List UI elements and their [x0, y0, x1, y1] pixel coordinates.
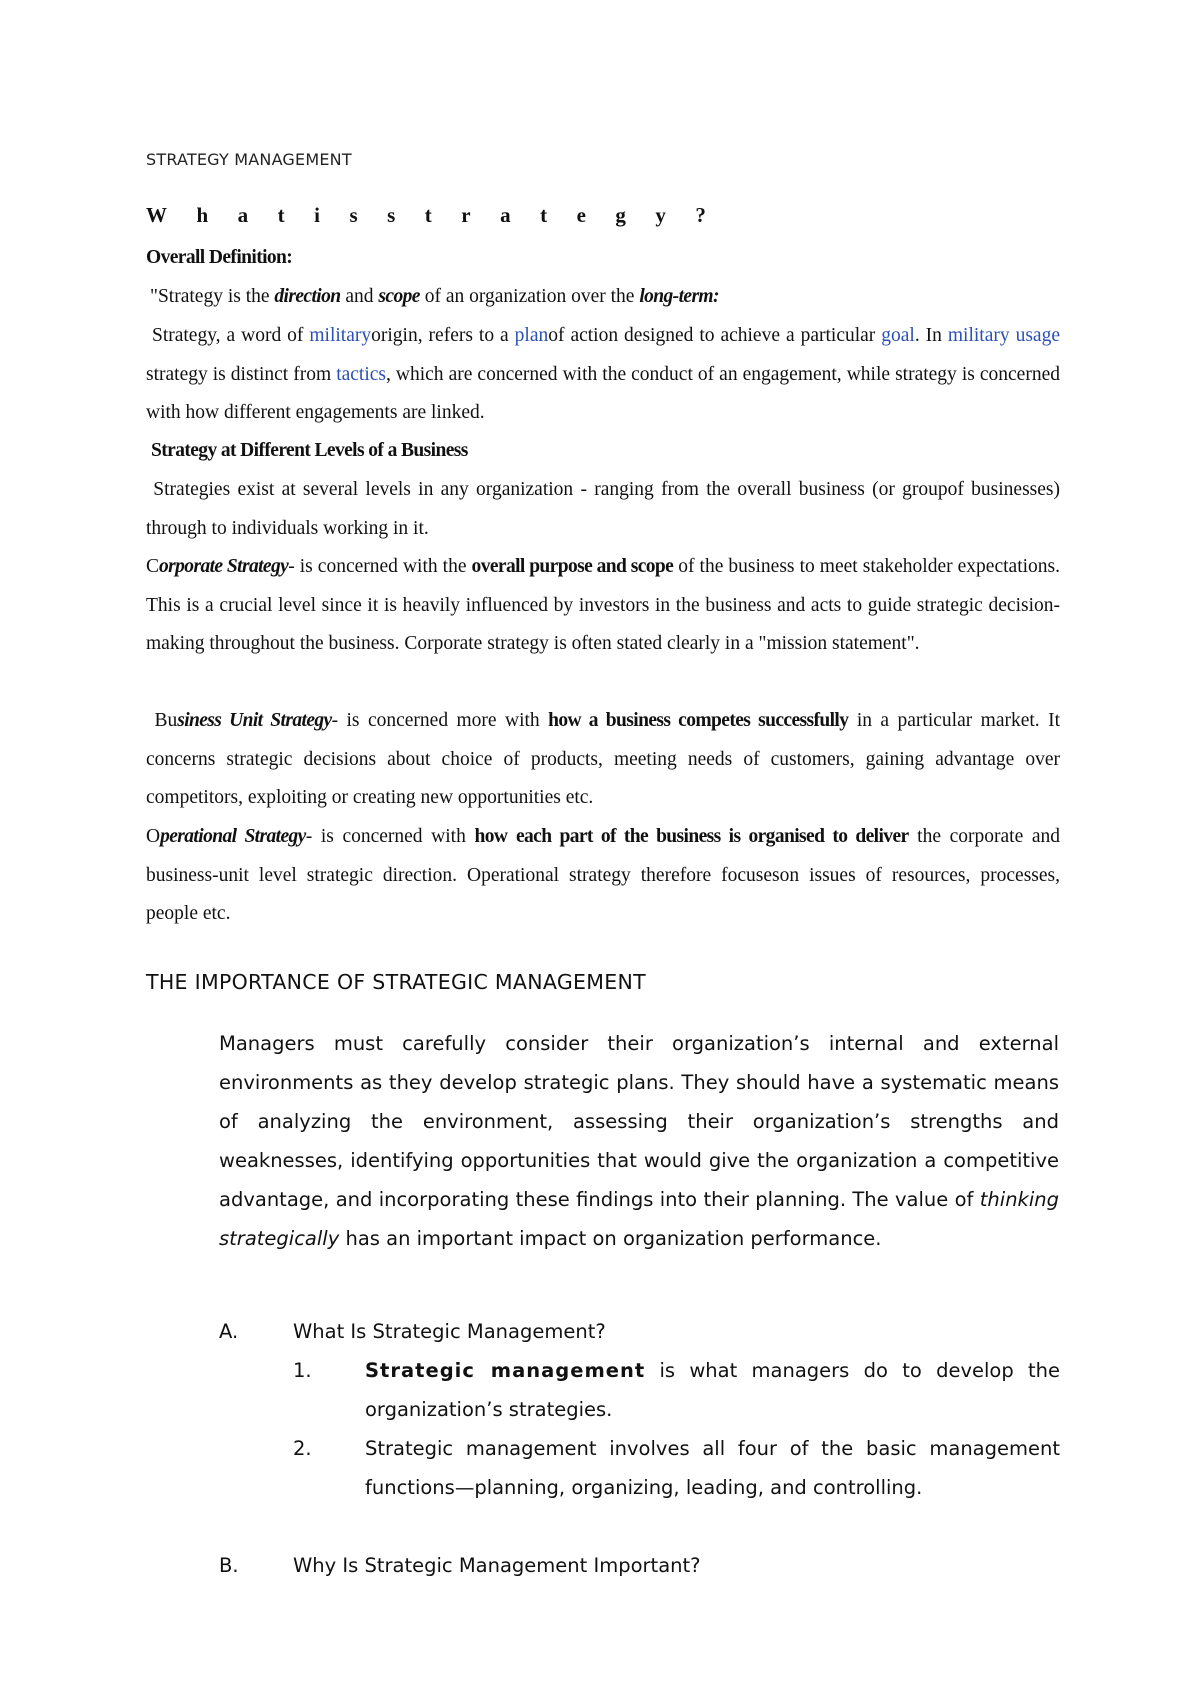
operational-strategy-term: perational Strategy — [160, 826, 306, 847]
heading-letter: s — [349, 203, 358, 227]
heading-letter: y — [655, 203, 666, 227]
heading-letter: t — [424, 203, 432, 227]
corporate-strategy-term: orporate Strategy — [159, 556, 289, 577]
heading-letter: h — [196, 203, 209, 227]
document-page: STRATEGY MANAGEMENT W h a t i s s t r a t e g y ? Overall Definition: "Strategy is the direction and scope of an organization over the long-term: Strategy, a word of militaryorigin, refers to a planof action designed to achieve a particular goal. In military usage strategy is distinct from tactics, which are concerned with the conduct of an engagement, while strategy is concerned with how different engagements are linked. Strategy at Different Levels of a Business Strategies exist at several levels in any organization - ranging from the overall business (or groupof businesses) through to individuals working in it. Corporate Strategy- is concerned with the overall purpose and scope of the business to meet stakeholder expectations. This is a crucial level since it is heavily influenced by investors in the business and acts to guide strategic decision-making throughout the business. Corporate strategy is often stated clearly in a "mission statement". Business Unit Strategy- is concerned more with how a business competes successfully in a particular market. It concerns strategic decisions about choice of products, meeting needs of customers, gaining advantage over competitors, exploiting or creating new opportunities etc. Operational Strategy- is concerned with how each part of the business is organised to deliver the corporate and business-unit level strategic direction. Operational strategy therefore focuseson issues of resources, processes, people etc. THE IMPORTANCE OF STRATEGIC MANAGEMENT Managers must carefully consider their organization’s internal and external environments as they develop strategic plans. They should have a systematic means of analyzing the environment, assessing their organization’s strengths and weaknesses, identifying opportunities that would give the organization a competitive advantage, and incorporating these findings into their planning. The value of thinking strategically has an important impact on organization performance. A. What Is Strategic Management? 1. Strategic management is what managers do to develop the organization’s strategies. 2. Strategic management involves all four of the basic management functions—planning, organizing, leading, and controlling. B. Why Is Strategic Management Important? — [0, 0, 1200, 1696]
outline-marker: 2. — [293, 1437, 312, 1460]
what-is-strategy-heading — [146, 203, 706, 228]
military-usage-link[interactable]: military usage — [947, 325, 1060, 346]
levels-paragraph: Strategies exist at several levels in any organization - ranging from the overall business (or groupof businesses) through to individuals working in it. — [146, 479, 1060, 539]
importance-heading: THE IMPORTANCE OF STRATEGIC MANAGEMENT — [146, 970, 646, 994]
business-unit-strategy-term: siness Unit Strategy — [177, 710, 332, 731]
heading-letter: r — [461, 203, 471, 227]
outline-marker: A. — [219, 1320, 239, 1343]
definition-quote: "Strategy is the direction and scope of an organization over the long-term: — [150, 286, 719, 307]
business-unit-strategy-paragraph: Business Unit Strategy- is concerned more with how a business competes successfully in a particular market. It concerns strategic decisions about choice of products, meeting needs of customers, gaining advantage over competitors, exploiting or creating new opportunities etc. — [146, 710, 1061, 808]
outline-item-2: 2. Strategic management involves all four of the basic management functions—planning, organizing, leading, and controlling. — [293, 1429, 1060, 1507]
heading-letter: i — [314, 203, 320, 227]
heading-letter: t — [540, 203, 548, 227]
outline-item-1: 1. Strategic management is what managers do to develop the organization’s strategies. — [293, 1351, 1060, 1429]
overall-definition-heading: Overall Definition: — [146, 247, 293, 268]
operational-strategy-paragraph: Operational Strategy- is concerned with how each part of the business is organised to deliver the corporate and business-unit level strategic direction. Operational strategy therefore focuseson issues of resources, processes, people etc. — [146, 826, 1060, 924]
corporate-strategy-paragraph: Corporate Strategy- is concerned with the overall purpose and scope of the business to meet stakeholder expectations. This is a crucial level since it is heavily influenced by investors in the business and acts to guide strategic decision-making throughout the business. Corporate strategy is often stated clearly in a "mission statement". — [146, 556, 1060, 654]
heading-letter: t — [277, 203, 285, 227]
goal-link[interactable]: goal — [881, 325, 915, 346]
heading-letter: a — [500, 203, 511, 227]
heading-letter: ? — [695, 203, 706, 227]
military-paragraph: Strategy, a word of militaryorigin, refers to a planof action designed to achieve a particular goal. In military usage strategy is distinct from tactics, which are concerned with the conduct of an engagement, while strategy is concerned with how different engagements are linked. — [146, 325, 1060, 423]
plan-link[interactable]: plan — [514, 325, 549, 346]
heading-letter: a — [237, 203, 249, 227]
heading-letter: W — [146, 203, 167, 227]
outline-marker: B. — [219, 1554, 239, 1577]
heading-letter: e — [576, 203, 586, 227]
outline-marker: 1. — [293, 1359, 312, 1382]
document-title: STRATEGY MANAGEMENT — [146, 150, 352, 169]
heading-letter: g — [615, 203, 626, 227]
military-link[interactable]: military — [309, 325, 372, 346]
tactics-link[interactable]: tactics — [336, 363, 386, 385]
levels-heading: Strategy at Different Levels of a Business — [151, 440, 468, 461]
heading-letter: s — [387, 203, 396, 227]
importance-paragraph: Managers must carefully consider their organization’s internal and external environments as they develop strategic plans. They should have a systematic means of analyzing the environment, assessing their organization’s strengths and weaknesses, identifying opportunities that would give the organization a competitive advantage, and incorporating these findings into their planning. The value of thinking strategically has an important impact on organization performance. — [219, 1032, 1059, 1250]
